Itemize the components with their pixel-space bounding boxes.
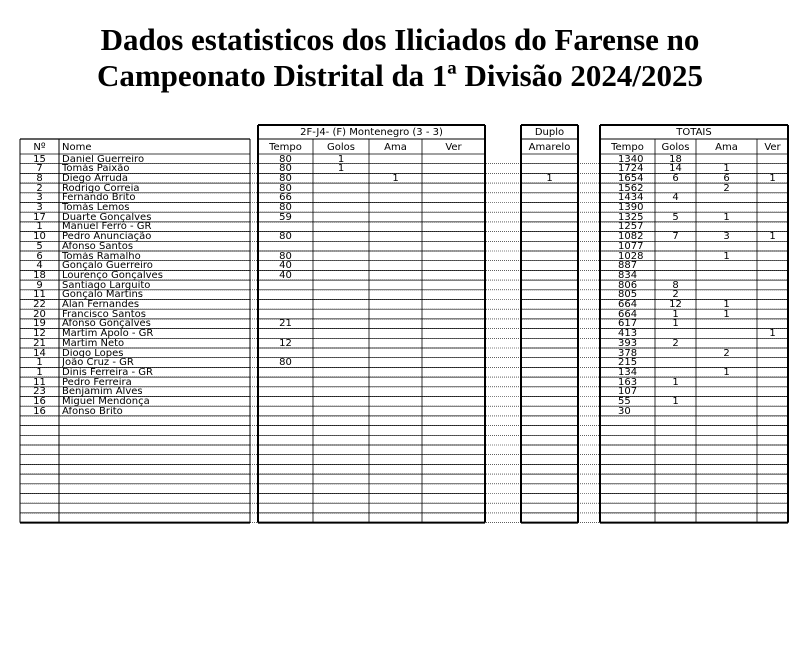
row-game-tempo: 80 (279, 183, 292, 194)
row-total-ama: 1 (723, 367, 730, 378)
row-name: Afonso Brito (62, 406, 123, 417)
row-game-tempo: 12 (279, 338, 292, 349)
col-header-num: Nº (33, 142, 46, 153)
row-name: Tomás Lemos (62, 203, 130, 213)
row-game-tempo: 80 (279, 173, 292, 184)
row-game-tempo: 80 (279, 251, 292, 262)
row-name: Benjamim Alves (62, 387, 143, 398)
row-name: Pedro Anunciação (62, 232, 152, 243)
row-total-tempo: 834 (618, 270, 638, 281)
row-total-tempo: 378 (618, 348, 638, 359)
row-total-golos: 1 (672, 319, 679, 330)
row-total-tempo: 664 (618, 300, 638, 310)
game-col-header-ama: Ama (384, 142, 407, 153)
row-total-tempo: 1434 (618, 193, 644, 204)
row-num: 16 (33, 397, 46, 407)
row-total-golos: 1 (672, 377, 679, 388)
row-total-ver: 1 (769, 232, 776, 243)
row-total-ama: 1 (723, 300, 730, 310)
row-name: Alan Fernandes (62, 300, 140, 310)
row-total-ama: 1 (723, 251, 730, 262)
row-total-tempo: 1028 (618, 251, 644, 262)
total-col-header-golos: Golos (661, 142, 690, 153)
row-name: Diego Arruda (62, 173, 128, 184)
row-total-golos: 4 (672, 193, 679, 204)
game-col-header-ver: Ver (445, 142, 462, 153)
row-num: 7 (36, 164, 43, 175)
row-total-ama: 1 (723, 164, 730, 175)
row-total-tempo: 393 (618, 338, 638, 349)
duplo-header-line-2: Amarelo (528, 142, 571, 153)
row-num: 4 (36, 261, 43, 272)
row-name: Fernando Brito (62, 193, 136, 204)
row-name: Manuel Ferro - GR (62, 222, 152, 233)
row-game-tempo: 80 (279, 164, 292, 175)
row-total-golos: 18 (669, 154, 682, 165)
row-name: Santiago Larguito (62, 280, 151, 291)
row-total-tempo: 806 (618, 280, 638, 291)
row-total-tempo: 1724 (618, 164, 644, 175)
row-game-tempo: 80 (279, 154, 292, 165)
row-name: Tomás Ramalho (62, 251, 141, 262)
row-total-ama: 2 (723, 348, 730, 359)
row-total-ver: 1 (769, 173, 776, 184)
row-name: Diogo Lopes (62, 348, 124, 359)
row-name: Duarte Gonçalves (62, 212, 152, 223)
row-game-tempo: 66 (279, 193, 292, 204)
row-total-golos: 6 (672, 173, 679, 184)
duplo-header-line-1: Duplo (534, 127, 565, 138)
row-game-tempo: 80 (279, 203, 292, 213)
row-game-golos: 1 (337, 164, 345, 175)
row-num: 15 (33, 154, 46, 165)
row-num: 17 (33, 212, 46, 223)
row-name: Pedro Ferreira (62, 377, 132, 388)
row-total-golos: 5 (672, 212, 679, 223)
row-total-tempo: 413 (618, 329, 638, 340)
row-total-golos: 7 (672, 232, 679, 243)
row-total-tempo: 1390 (618, 203, 644, 213)
row-game-tempo: 40 (279, 261, 292, 272)
row-total-ama: 3 (723, 232, 730, 243)
row-total-tempo: 1077 (618, 241, 644, 252)
game-col-header-golos: Golos (327, 142, 355, 153)
row-name: Afonso Santos (62, 241, 134, 252)
row-total-tempo: 107 (618, 387, 638, 398)
row-game-golos: 1 (337, 154, 345, 165)
row-game-tempo: 21 (279, 319, 292, 330)
row-name: Martim Apolo - GR (62, 329, 154, 340)
row-total-golos: 8 (672, 280, 679, 291)
row-num: 22 (33, 300, 46, 310)
row-num: 11 (33, 377, 46, 388)
row-num: 14 (33, 348, 46, 359)
row-name: Lourenço Gonçalves (62, 270, 163, 281)
row-name: João Cruz - GR (62, 358, 134, 369)
row-total-golos: 2 (672, 338, 679, 349)
row-total-ama: 1 (723, 309, 730, 320)
row-num: 16 (33, 406, 46, 417)
row-name: Afonso Gonçalves (62, 319, 151, 330)
row-total-tempo: 1257 (618, 222, 644, 233)
row-total-tempo: 1562 (618, 183, 644, 194)
row-name: Dinis Ferreira - GR (62, 367, 154, 378)
row-total-ama: 6 (723, 173, 730, 184)
row-num: 21 (33, 338, 46, 349)
row-total-ama: 1 (723, 212, 730, 223)
page-title-line-1: Dados estatisticos dos Iliciados do Farense no (100, 22, 700, 57)
row-total-tempo: 1325 (618, 212, 644, 223)
row-num: 6 (36, 251, 43, 262)
row-num: 11 (33, 290, 46, 301)
row-num: 5 (36, 241, 43, 252)
row-game-tempo: 59 (279, 212, 292, 223)
total-col-header-ama: Ama (715, 142, 738, 153)
row-total-golos: 12 (669, 300, 682, 310)
row-name: Tomás Paixão (62, 164, 130, 175)
row-name: Francisco Santos (62, 309, 146, 320)
row-total-tempo: 1082 (618, 232, 644, 243)
row-total-tempo: 134 (618, 367, 638, 378)
row-num: 2 (36, 183, 43, 194)
row-num: 9 (36, 280, 43, 291)
row-total-tempo: 664 (618, 309, 638, 320)
row-total-tempo: 30 (618, 406, 631, 417)
row-total-golos: 1 (672, 397, 679, 407)
row-total-tempo: 805 (618, 290, 638, 301)
row-num: 1 (36, 222, 43, 233)
row-total-tempo: 617 (618, 319, 638, 330)
row-total-tempo: 215 (618, 358, 638, 369)
row-name: Miguel Mendonça (62, 397, 150, 407)
row-num: 1 (36, 358, 43, 369)
row-game-tempo: 80 (279, 358, 292, 369)
row-total-tempo: 887 (618, 261, 638, 272)
row-num: 19 (33, 319, 46, 330)
row-name: Martim Neto (62, 338, 125, 349)
row-name: Gonçalo Martins (62, 290, 144, 301)
row-total-ver: 1 (769, 329, 776, 340)
row-total-tempo: 163 (618, 377, 638, 388)
row-name: Gonçalo Guerreiro (62, 261, 153, 272)
row-game-tempo: 80 (279, 232, 292, 243)
game-header: 2F-J4- (F) Montenegro (3 - 3) (300, 127, 443, 138)
row-num: 10 (33, 232, 46, 243)
row-num: 23 (33, 387, 46, 398)
totais-header: TOTAIS (676, 127, 712, 138)
row-num: 18 (33, 270, 46, 281)
row-total-golos: 2 (672, 290, 679, 301)
total-col-header-ver: Ver (764, 142, 781, 153)
row-total-tempo: 1340 (618, 154, 644, 165)
page-title-line-2: Campeonato Distrital da 1ª Divisão 2024/2025 (96, 58, 704, 93)
row-num: 3 (36, 203, 43, 213)
row-total-tempo: 1654 (618, 173, 644, 184)
row-duplo-amarelo: 1 (546, 173, 553, 184)
row-num: 3 (36, 193, 43, 204)
row-num: 1 (36, 367, 43, 378)
row-game-tempo: 40 (279, 270, 292, 281)
row-name: Rodrigo Correia (62, 183, 140, 194)
row-num: 20 (33, 309, 46, 320)
col-header-name: Nome (62, 142, 92, 153)
row-game-ama: 1 (392, 173, 399, 184)
row-total-ama: 2 (723, 183, 730, 194)
total-col-header-tempo: Tempo (611, 142, 644, 153)
game-col-header-tempo: Tempo (269, 142, 302, 153)
row-total-golos: 14 (669, 164, 682, 175)
row-name: Daniel Guerreiro (62, 154, 145, 165)
row-num: 12 (33, 329, 46, 340)
row-total-golos: 1 (672, 309, 679, 320)
row-total-tempo: 55 (618, 397, 631, 407)
row-num: 8 (36, 173, 43, 184)
